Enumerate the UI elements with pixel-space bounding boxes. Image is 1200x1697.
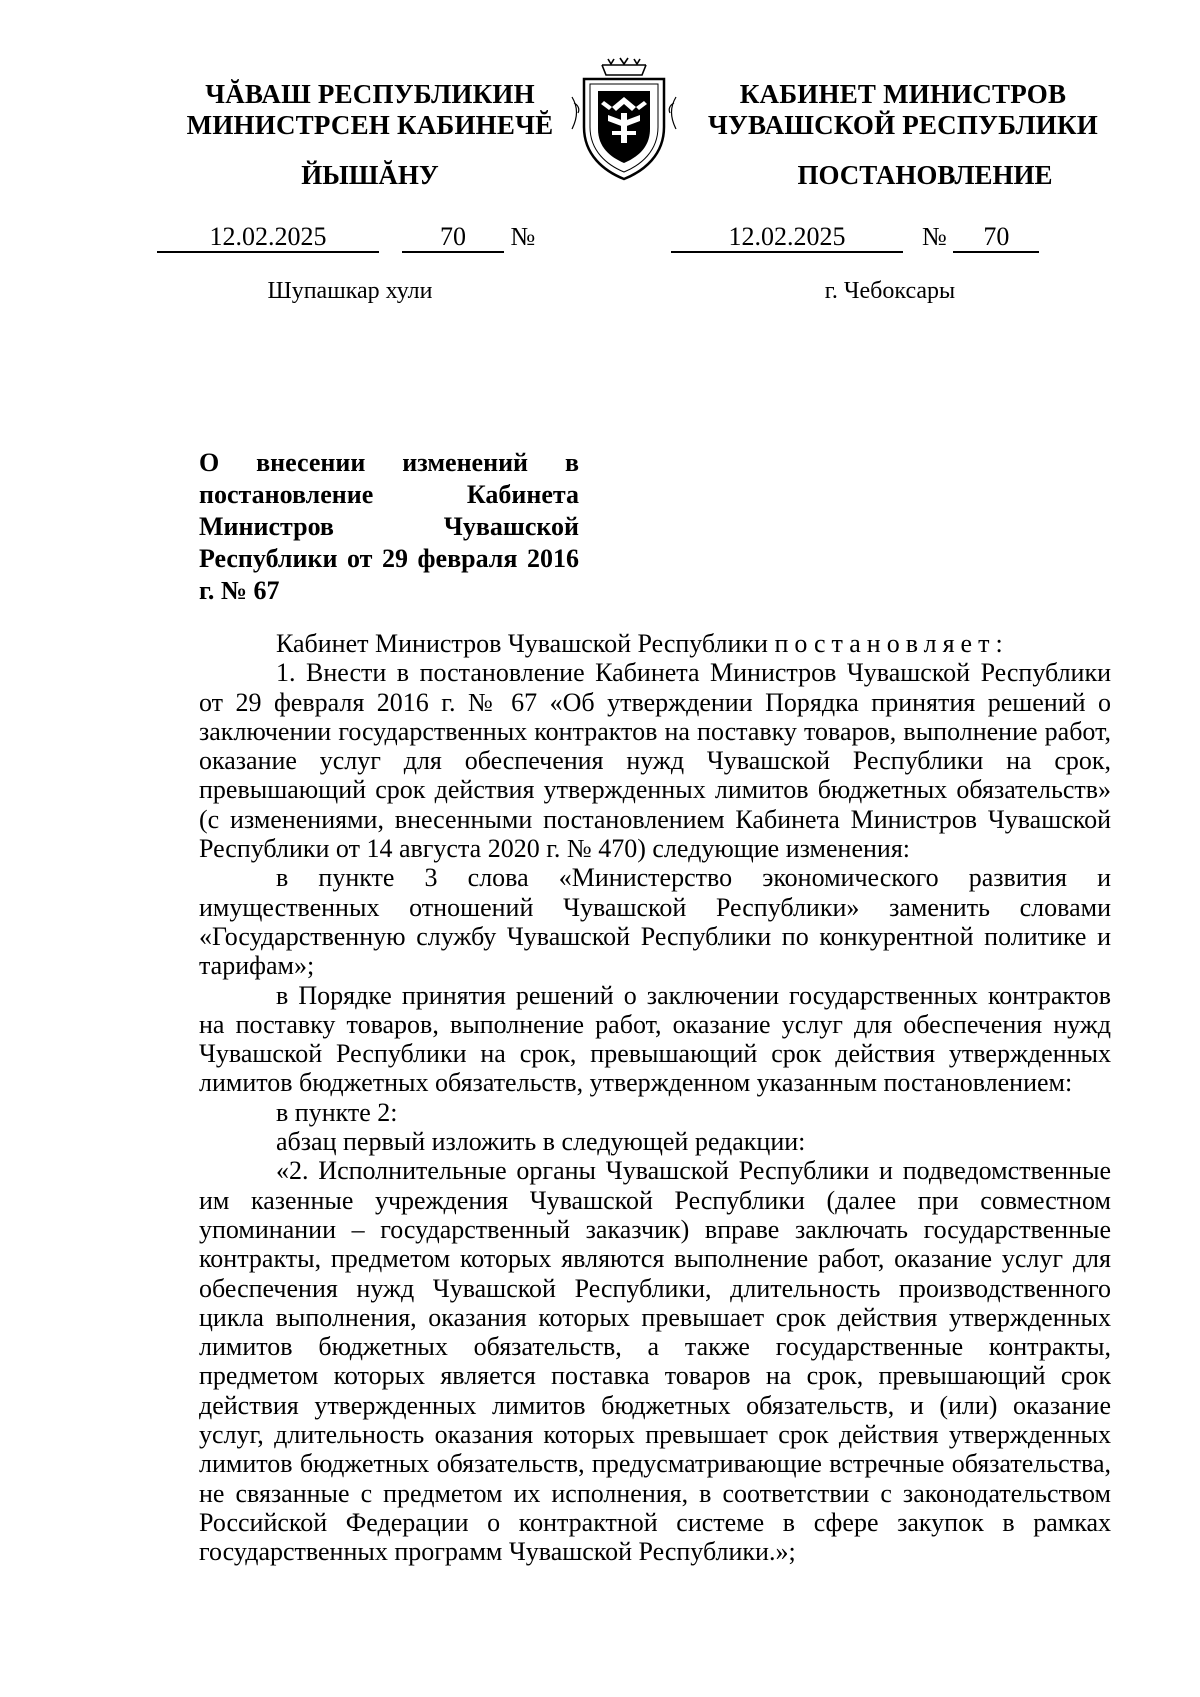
chuvashia-coat-of-arms-icon <box>568 57 680 183</box>
header-left-line2: МИНИСТРСЕН КАБИНЕЧĔ <box>186 110 554 140</box>
doc-type-left: ЙЫШĂНУ <box>301 160 439 190</box>
header-right-line2: ЧУВАШСКОЙ РЕСПУБЛИКИ <box>708 110 1098 140</box>
body-paragraph: в Порядке принятия решений о заключении государственных контрактов на поставку товаров, выполнение работ, оказание услуг для обеспечения нужд Чувашской Республики на срок, превышающий срок действия утвержденных лимитов бюджетных обязательств, утвержденном указанным постановлением: <box>199 980 1111 1098</box>
body-intro <box>199 629 1111 658</box>
intro-verb: постановляет: <box>774 629 1009 658</box>
left-number-field: 70 <box>402 222 504 253</box>
left-city: Шупашкар хули <box>267 278 433 304</box>
doc-type-right: ПОСТАНОВЛЕНИЕ <box>797 160 1053 190</box>
body-paragraph: в пункте 2: <box>276 1097 398 1127</box>
document-body <box>199 629 1111 1567</box>
left-date-field: 12.02.2025 <box>157 222 379 253</box>
document-subject: О внесении изменений в постановление Кабинета Министров Чувашской Республики от 29 февраля 2016 г. № 67 <box>199 448 579 605</box>
body-paragraph: абзац первый изложить в следующей редакции: <box>276 1127 806 1157</box>
header-right <box>688 79 1118 141</box>
right-date-field: 12.02.2025 <box>671 222 903 253</box>
right-number-row <box>671 222 1039 252</box>
left-number-sign: № <box>510 222 536 251</box>
right-number-field: 70 <box>953 222 1039 253</box>
body-paragraph: «2. Исполнительные органы Чувашской Республики и подведомственные им казенные учреждения Чувашской Республики (далее при совместном упоминании – государственный заказчик) вправе заключать государственные контракты, предметом которых являются выполнение работ, оказание услуг для обеспечения нужд Чувашской Республики, длительность производственного цикла выполнения, оказания которых превышает срок действия утвержденных лимитов бюджетных обязательств, а также государственные контракты, предметом которых является поставка товаров на срок, превышающий срок действия утвержденных лимитов бюджетных обязательств, и (или) оказание услуг, длительность оказания которых превышает срок действия утвержденных лимитов бюджетных обязательств, предусматривающие встречные обязательства, не связанные с предметом их исполнения, в соответствии с законодательством Российской Федерации о контрактной системе в сфере закупок в рамках государственных программ Чувашской Республики.»; <box>199 1156 1111 1567</box>
body-paragraph: в пункте 3 слова «Министерство экономического развития и имущественных отношений Чувашской Республики» заменить словами «Государственную службу Чувашской Республики по конкурентной политике и тарифам»; <box>199 863 1111 981</box>
body-paragraph: 1. Внести в постановление Кабинета Министров Чувашской Республики от 29 февраля 2016 г. № 67 «Об утверждении Порядка принятия решений о заключении государственных контрактов на поставку товаров, выполнение работ, оказание услуг для обеспечения нужд Чувашской Республики на срок, превышающий срок действия утвержденных лимитов бюджетных обязательств» (с изменениями, внесенными постановлением Кабинета Министров Чувашской Республики от 14 августа 2020 г. № 470) следующие изменения: <box>199 658 1111 864</box>
intro-text: Кабинет Министров Чувашской Республики <box>276 629 768 658</box>
right-number-sign: № <box>922 222 947 251</box>
left-number-row <box>157 222 535 252</box>
header-right-line1: КАБИНЕТ МИНИСТРОВ <box>739 79 1067 109</box>
header-left <box>170 79 570 141</box>
right-city: г. Чебоксары <box>824 278 956 304</box>
header-left-line1: ЧĂВАШ РЕСПУБЛИКИН <box>205 79 535 109</box>
